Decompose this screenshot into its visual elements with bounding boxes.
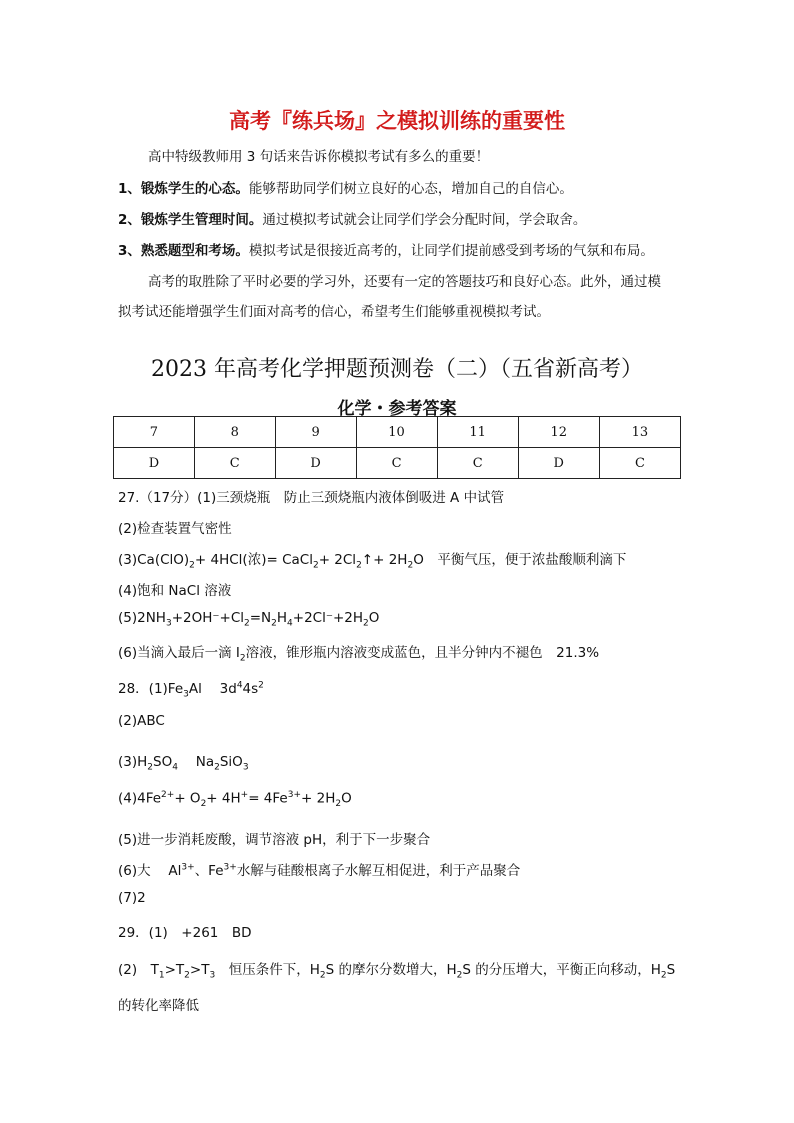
answer-27-5: $(5)2NH_3+2OH^-+Cl_2=N_2H_4+2Cl^-+2H_2O$	[118, 610, 380, 629]
answer-choice: C	[356, 448, 437, 479]
question-number: 10	[356, 417, 437, 448]
answer-28-7: (7)2	[118, 890, 146, 906]
answer-table	[113, 416, 681, 479]
answer-27-4: (4)饱和 NaCl 溶液	[118, 583, 232, 599]
answer-29-1: 29．(1) +261 BD	[118, 925, 252, 941]
intro-title: 高考『练兵场』之模拟训练的重要性	[229, 109, 565, 133]
answer-27-2: (2)检查装置气密性	[118, 521, 232, 537]
answer-28-3: $(3)H_2SO_4$ $Na_2SiO_3$	[118, 754, 249, 773]
answer-29-2-continued: 的转化率降低	[118, 998, 199, 1014]
intro-point-1: 1、锻炼学生的心态。能够帮助同学们树立良好的心态，增加自己的自信心。	[118, 181, 573, 197]
intro-closing-line-1: 高考的取胜除了平时必要的学习外，还要有一定的答题技巧和良好心态。此外，通过模	[148, 274, 661, 290]
intro-lead: 高中特级教师用 3 句话来告诉你模拟考试有多么的重要！	[148, 149, 490, 165]
question-number: 13	[599, 417, 680, 448]
answer-28-6: (6)大 $Al^{3+}$、$Fe^{3+}$水解与硅酸根离子水解互相促进，利于产品聚合	[118, 862, 521, 879]
answer-28-4: $(4)4Fe^{2+}+ O_2+ 4H^+= 4Fe^{3+}+ 2H_2O$	[118, 790, 352, 810]
answer-29-2: (2) $T_1>T_2>T_3$ 恒压条件下，$H_2S$ 的摩尔分数增大，$H_2S$ 的分压增大，平衡正向移动，$H_2S$	[118, 962, 676, 981]
answer-choice: C	[599, 448, 680, 479]
answer-27-3: $(3)Ca(ClO)_2+ 4HCl$(浓)= CaCl$_2$+ $2Cl_2↑+ 2H_2O$ 平衡气压，便于浓盐酸顺利滴下	[118, 552, 627, 571]
question-number: 7	[114, 417, 195, 448]
answer-choice: D	[275, 448, 356, 479]
question-number: 11	[437, 417, 518, 448]
answer-table-answer-row	[114, 448, 681, 479]
answer-choice: D	[518, 448, 599, 479]
intro-point-2: 2、锻炼学生管理时间。通过模拟考试就会让同学们学会分配时间，学会取舍。	[118, 212, 587, 228]
answer-choice: C	[194, 448, 275, 479]
answer-27-1: 27.（17分）(1)三颈烧瓶 防止三颈烧瓶内液体倒吸进 A 中试管	[118, 490, 505, 506]
exam-subtitle: 化学・参考答案	[337, 399, 457, 419]
answer-choice: D	[114, 448, 195, 479]
question-number: 8	[194, 417, 275, 448]
intro-closing-line-2: 拟考试还能增强学生们面对高考的信心，希望考生们能够重视模拟考试。	[118, 304, 550, 320]
answer-28-2: (2)ABC	[118, 713, 165, 729]
answer-table-number-row	[114, 417, 681, 448]
answer-28-5: (5)进一步消耗废酸，调节溶液 pH，利于下一步聚合	[118, 832, 431, 848]
question-number: 12	[518, 417, 599, 448]
answer-choice: C	[437, 448, 518, 479]
question-number: 9	[275, 417, 356, 448]
intro-point-3: 3、熟悉题型和考场。模拟考试是很接近高考的，让同学们提前感受到考场的气氛和布局。	[118, 243, 654, 259]
answer-27-6: (6)当滴入最后一滴 $I_2$溶液，锥形瓶内溶液变成蓝色，且半分钟内不褪色 21.3%	[118, 645, 600, 664]
exam-title: 2023 年高考化学押题预测卷（二）（五省新高考）	[151, 357, 643, 382]
answer-28-1: 28．$(1)Fe_3Al$ $3d^44s^2$	[118, 680, 264, 700]
